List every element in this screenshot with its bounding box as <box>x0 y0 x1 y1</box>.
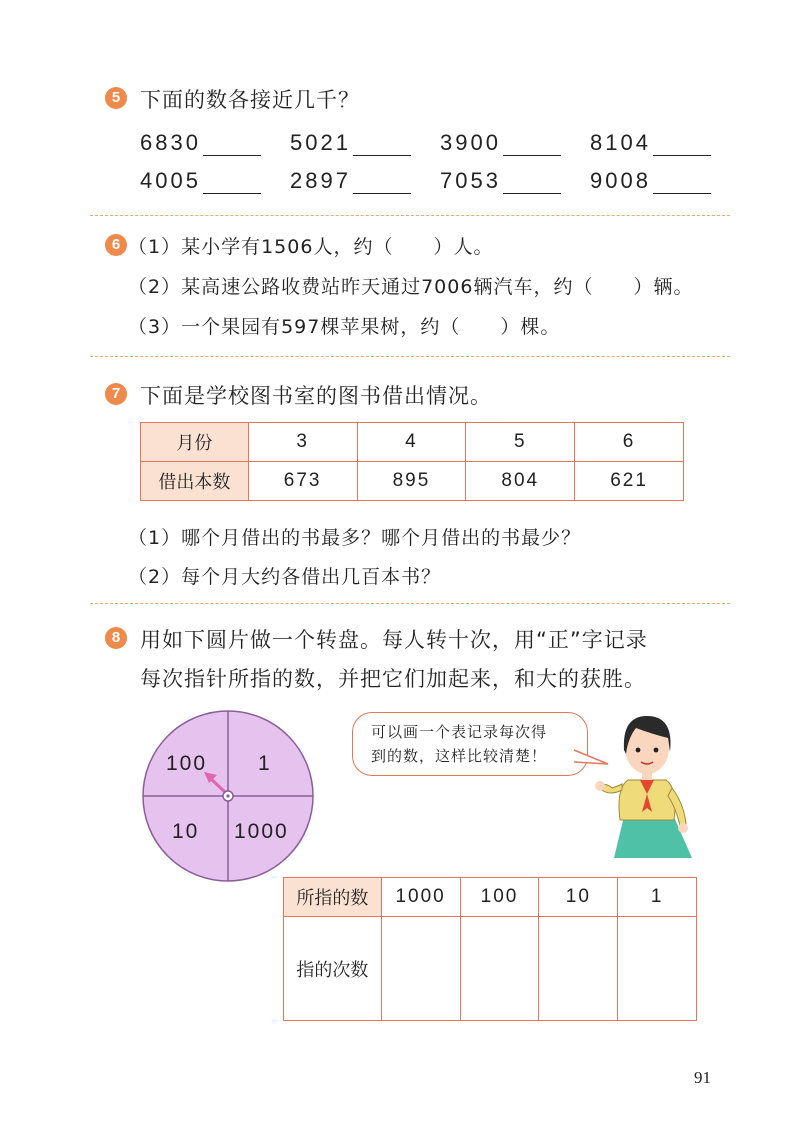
number-item <box>140 130 290 156</box>
table-cell: 10 <box>539 878 618 917</box>
table-row <box>284 878 697 917</box>
spinner-record-table <box>283 877 697 1021</box>
question-7-item-2: （2）每个月大约各借出几百本书？ <box>128 566 442 588</box>
question-7-item-1: （1）哪个月借出的书最多？哪个月借出的书最少？ <box>128 527 582 549</box>
spinner-wheel <box>138 708 318 888</box>
question-8-line-2: 每次指针所指的数，并把它们加起来，和大的获胜。 <box>140 667 646 691</box>
tally-cell[interactable] <box>381 917 460 1021</box>
table-cell: 4 <box>357 423 466 462</box>
question-5-number-grid <box>140 118 740 194</box>
table-cell: 621 <box>575 462 684 501</box>
number-item <box>590 168 740 194</box>
answer-blank[interactable] <box>653 172 711 194</box>
number-value: 8104 <box>590 130 651 155</box>
wheel-label-100: 100 <box>166 752 208 775</box>
bubble-line-1: 可以画一个表记录每次得 <box>371 723 548 741</box>
wheel-label-1000: 1000 <box>234 820 289 843</box>
table-row <box>141 423 684 462</box>
tally-cell[interactable] <box>539 917 618 1021</box>
number-item <box>440 130 590 156</box>
question-8-badge: 8 <box>105 627 127 649</box>
question-8-line-1: 用如下圆片做一个转盘。每人转十次，用“正”字记录 <box>140 628 648 652</box>
section-divider <box>90 215 730 216</box>
number-item <box>290 130 440 156</box>
table-cell: 1 <box>618 878 697 917</box>
section-divider <box>90 356 730 357</box>
question-6-badge: 6 <box>105 234 127 256</box>
number-value: 9008 <box>590 168 651 193</box>
answer-blank[interactable] <box>503 134 561 156</box>
answer-blank[interactable] <box>203 172 261 194</box>
wheel-label-10: 10 <box>172 820 200 843</box>
tally-cell[interactable] <box>460 917 539 1021</box>
number-item <box>290 168 440 194</box>
answer-blank[interactable] <box>503 172 561 194</box>
question-6-item-3: （3）一个果园有597棵苹果树，约（ ）棵。 <box>128 316 561 338</box>
answer-blank[interactable] <box>653 134 711 156</box>
answer-blank[interactable] <box>353 134 411 156</box>
girl-illustration <box>592 708 702 858</box>
tally-cell[interactable] <box>618 917 697 1021</box>
number-value: 4005 <box>140 168 201 193</box>
number-value: 3900 <box>440 130 501 155</box>
table-cell: 895 <box>357 462 466 501</box>
bubble-line-2: 到的数，这样比较清楚！ <box>371 747 548 765</box>
question-5-title: 下面的数各接近几千？ <box>140 88 360 112</box>
page-number: 91 <box>694 1068 711 1087</box>
number-item <box>590 130 740 156</box>
table-cell: 1000 <box>381 878 460 917</box>
number-item <box>140 168 290 194</box>
table-cell: 3 <box>248 423 357 462</box>
wheel-label-1: 1 <box>258 752 270 775</box>
table-header-cell: 月份 <box>141 423 249 462</box>
question-7-badge: 7 <box>105 383 127 405</box>
number-row <box>140 118 740 156</box>
question-7-title: 下面是学校图书室的图书借出情况。 <box>140 384 492 408</box>
number-value: 5021 <box>290 130 351 155</box>
table-cell: 100 <box>460 878 539 917</box>
table-header-cell: 借出本数 <box>141 462 249 501</box>
speech-bubble <box>352 712 588 776</box>
question-6-item-2: （2）某高速公路收费站昨天通过7006辆汽车，约（ ）辆。 <box>128 276 694 298</box>
question-5-badge: 5 <box>105 87 127 109</box>
number-value: 7053 <box>440 168 501 193</box>
table-cell: 6 <box>575 423 684 462</box>
table-cell: 673 <box>248 462 357 501</box>
table-row <box>284 917 697 1021</box>
table-header-cell: 指的次数 <box>284 917 382 1021</box>
question-6-item-1: （1）某小学有1506人，约（ ）人。 <box>128 236 494 258</box>
table-cell: 5 <box>466 423 575 462</box>
number-row <box>140 156 740 194</box>
number-value: 6830 <box>140 130 201 155</box>
table-cell: 804 <box>466 462 575 501</box>
number-item <box>440 168 590 194</box>
table-header-cell: 所指的数 <box>284 878 382 917</box>
number-value: 2897 <box>290 168 351 193</box>
answer-blank[interactable] <box>203 134 261 156</box>
table-row <box>141 462 684 501</box>
library-loan-table <box>140 422 684 501</box>
section-divider <box>90 603 730 604</box>
answer-blank[interactable] <box>353 172 411 194</box>
